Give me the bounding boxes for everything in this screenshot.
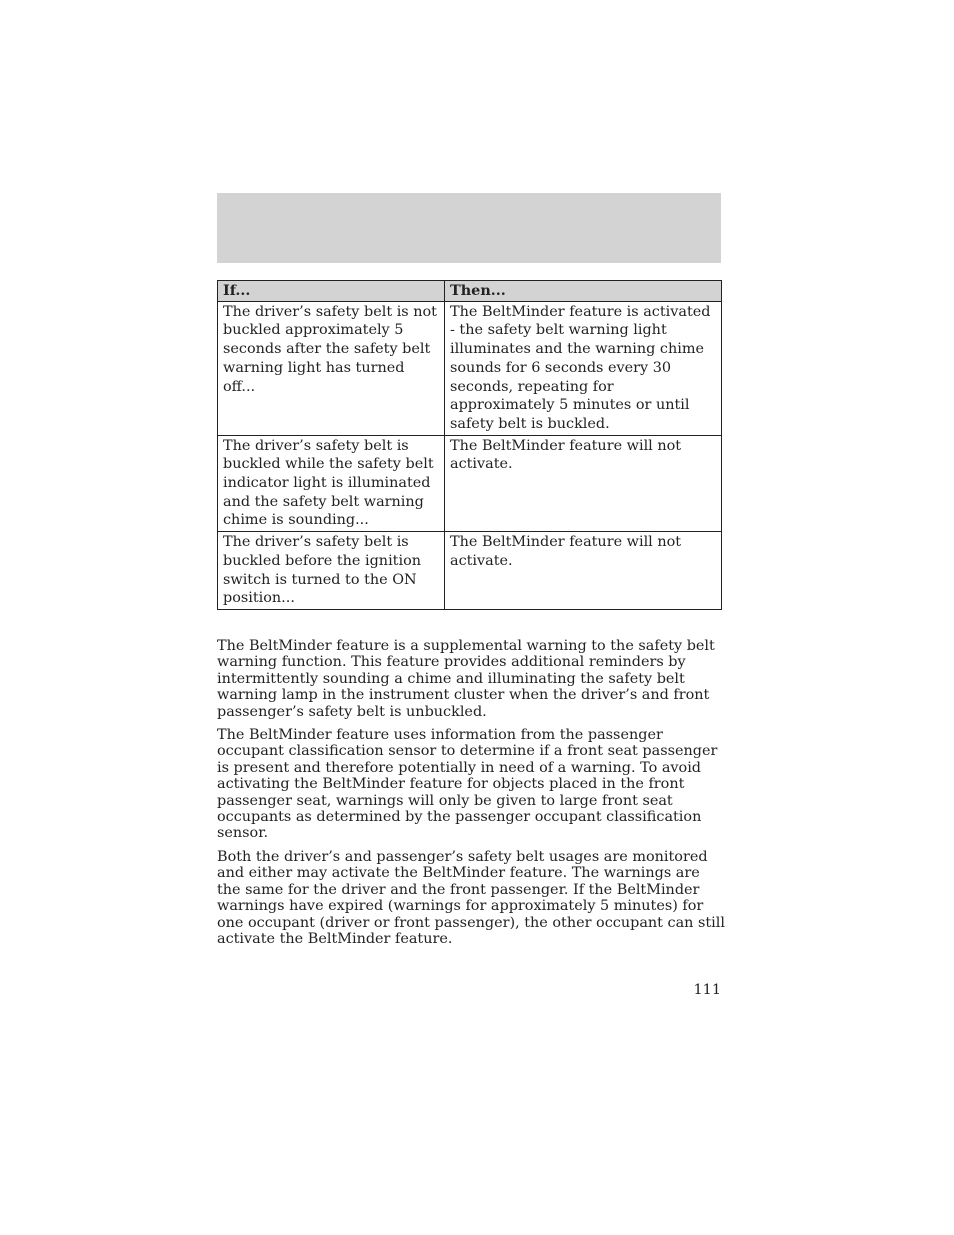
table-cell-then: The BeltMinder feature will not activate.: [445, 532, 722, 610]
table-cell-if: The driver’s safety belt is buckled while the safety belt indicator light is illuminated and the safety belt warning chime is sounding...: [218, 435, 445, 532]
column-header-then: Then...: [445, 281, 722, 302]
table-cell-then: The BeltMinder feature will not activate.: [445, 435, 722, 532]
column-header-if: If...: [218, 281, 445, 302]
beltminder-if-then-table: [217, 280, 722, 610]
table-row: [218, 532, 722, 610]
table-row: [218, 301, 722, 435]
table-header-row: [218, 281, 722, 302]
body-text: [217, 638, 727, 954]
table-cell-then: The BeltMinder feature is activated - the safety belt warning light illuminates and the warning chime sounds for 6 seconds every 30 seconds, repeating for approximately 5 minutes or until safety belt is buckled.: [445, 301, 722, 435]
paragraph: The BeltMinder feature uses information from the passenger occupant classification sensor to determine if a front seat passenger is present and therefore potentially in need of a warning. To avoid activating the BeltMinder feature for objects placed in the front passenger seat, warnings will only be given to large front seat occupants as determined by the passenger occupant classification sensor.: [217, 727, 718, 842]
page-number: 111: [693, 982, 721, 998]
paragraph: The BeltMinder feature is a supplemental warning to the safety belt warning function. This feature provides additional reminders by intermittently sounding a chime and illuminating the safety belt warning lamp in the instrument cluster when the driver’s and front passenger’s safety belt is unbuckled.: [217, 638, 715, 720]
paragraph: Both the driver’s and passenger’s safety belt usages are monitored and either may activate the BeltMinder feature. The warnings are the same for the driver and the front passenger. If the BeltMinder warnings have expired (warnings for approximately 5 minutes) for one occupant (driver or front passenger), the other occupant can still activate the BeltMinder feature.: [217, 848, 725, 947]
table-row: [218, 435, 722, 532]
table-cell-if: The driver’s safety belt is buckled before the ignition switch is turned to the ON position...: [218, 532, 445, 610]
section-header-band: [217, 193, 721, 263]
table-cell-if: The driver’s safety belt is not buckled approximately 5 seconds after the safety belt warning light has turned off...: [218, 301, 445, 435]
